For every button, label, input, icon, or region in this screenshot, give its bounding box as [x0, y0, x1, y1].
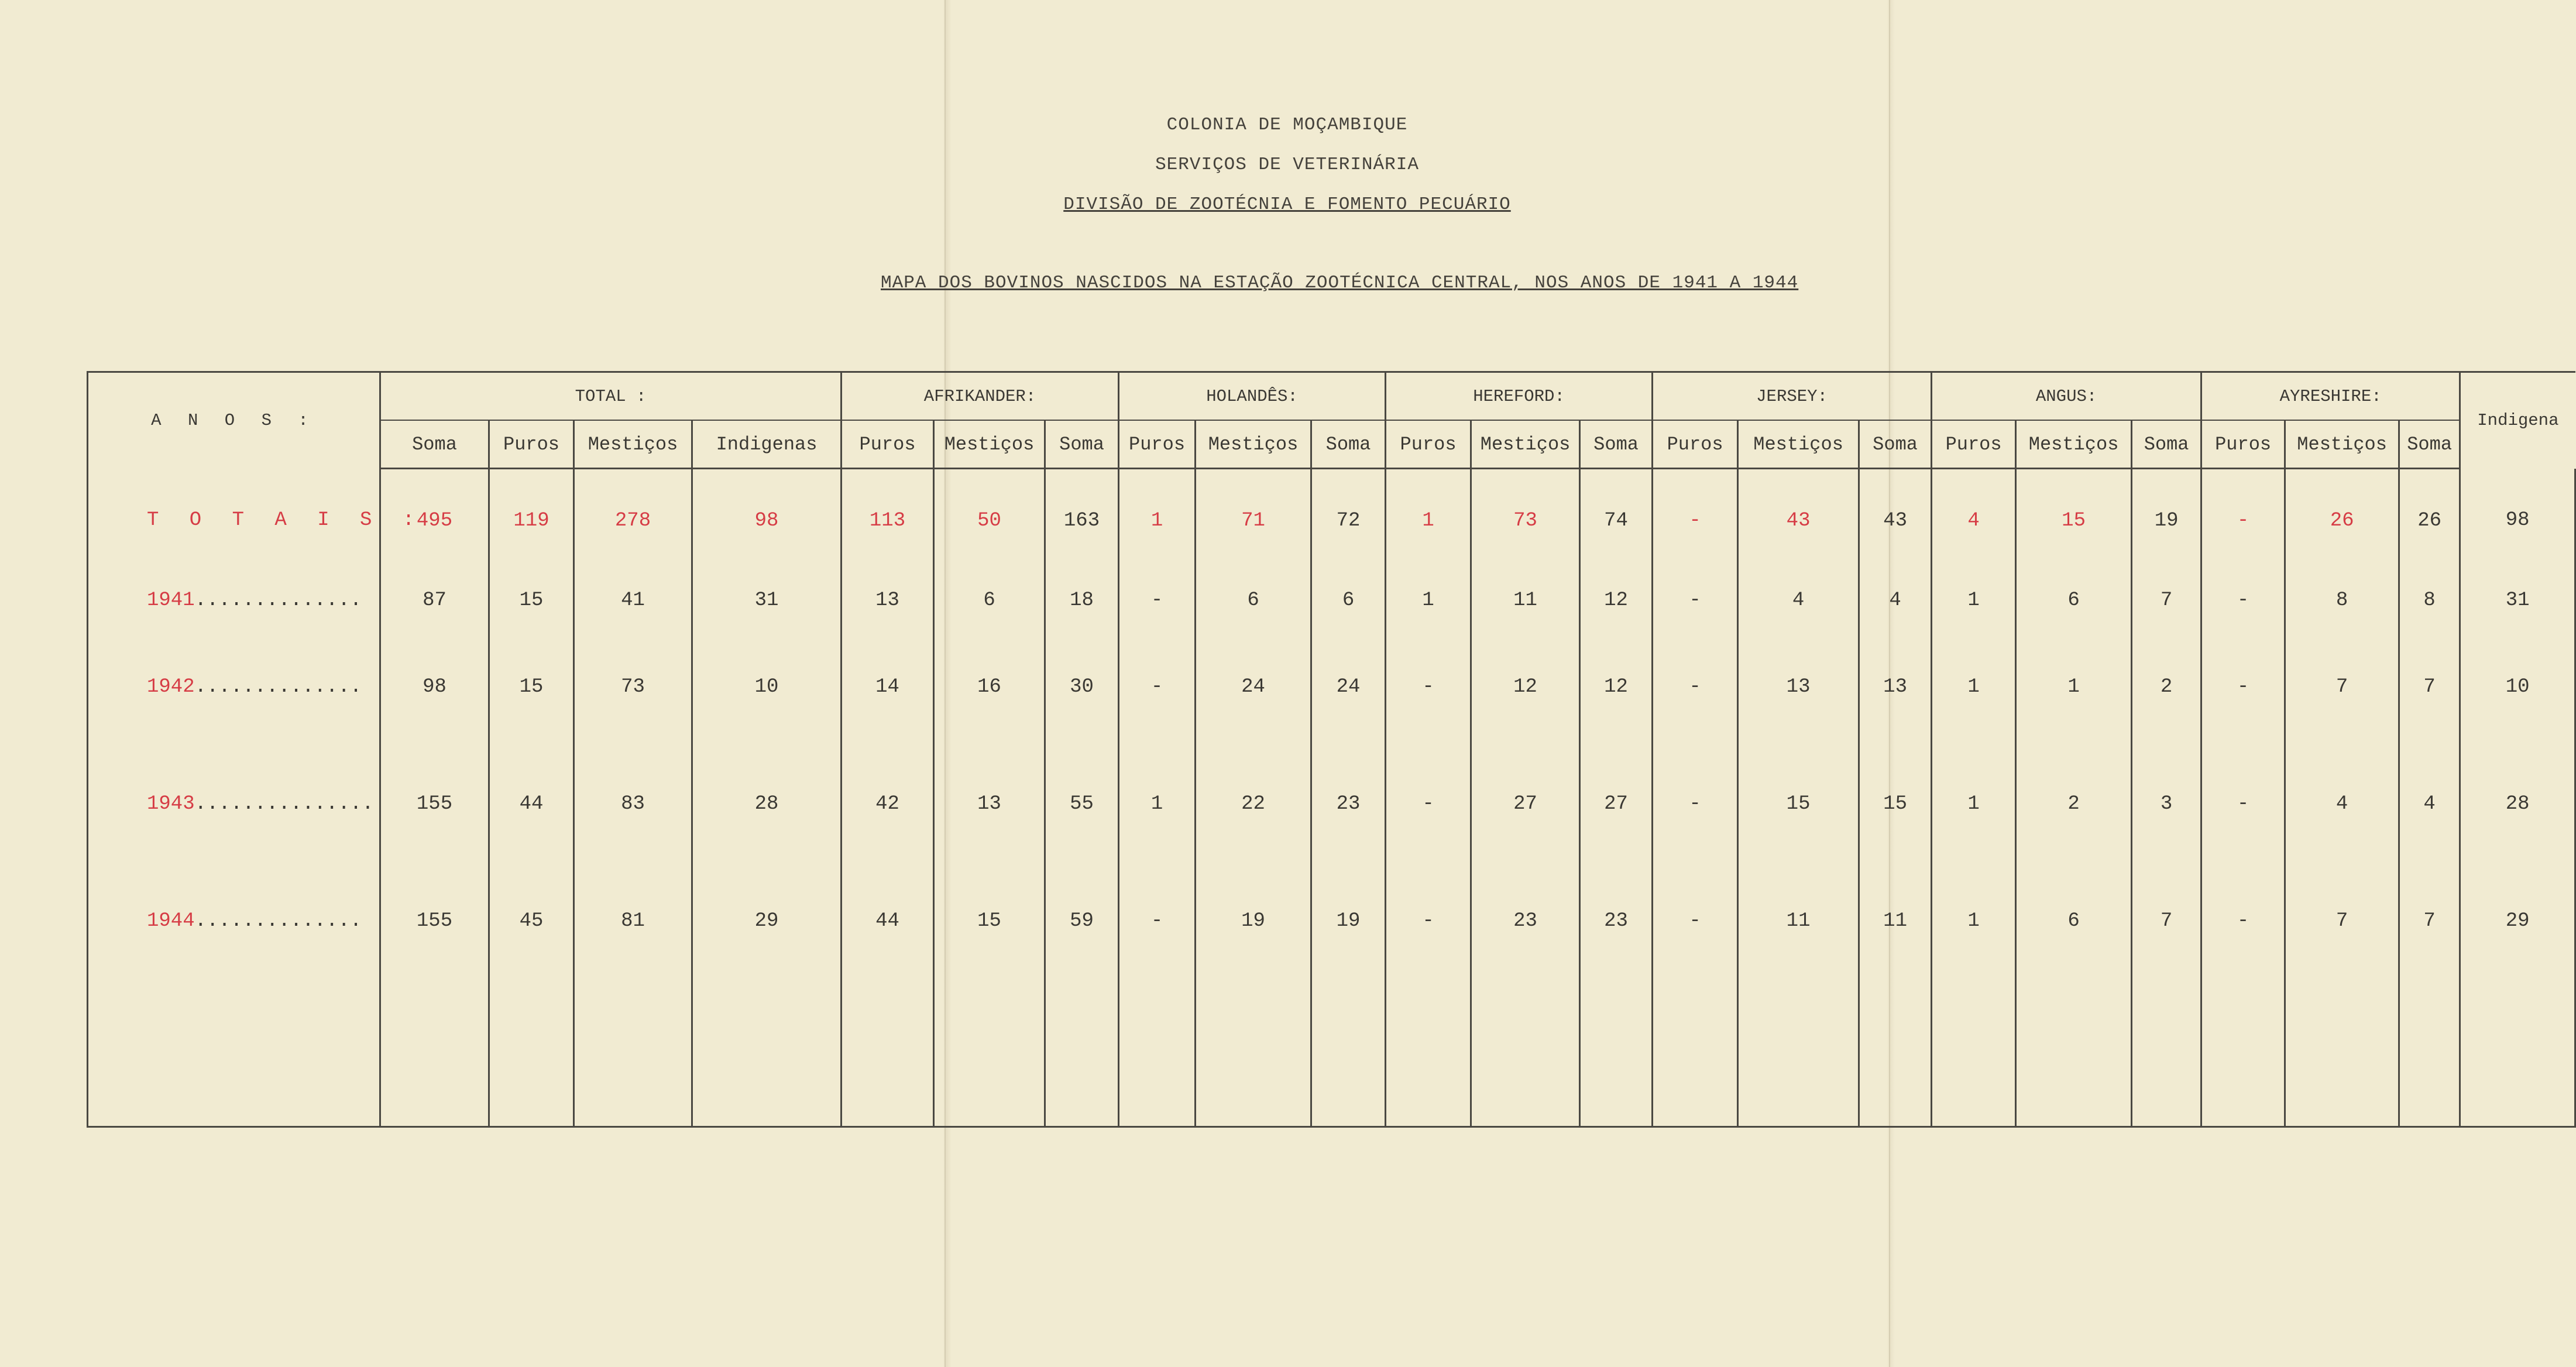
group-ayreshire: AYRESHIRE:	[2201, 372, 2460, 421]
cell-total-puros: 45	[489, 863, 574, 980]
cell-ayreshire-mesticos: 4	[2285, 746, 2399, 863]
cell-jersey-puros: -	[1653, 863, 1738, 980]
births-table	[87, 371, 2576, 1128]
cell-afrikander-puros: 13	[842, 572, 934, 628]
blank-cell	[380, 980, 489, 1127]
blank-cell	[2285, 980, 2399, 1127]
cell-totals-ayreshire-soma: 26	[2399, 469, 2460, 573]
cell-ayreshire-soma: 8	[2399, 572, 2460, 628]
cell-total-mesticos: 41	[574, 572, 692, 628]
cell-ayreshire-soma: 7	[2399, 628, 2460, 746]
cell-totals-jersey-soma: 43	[1859, 469, 1932, 573]
cell-holandes-mesticos: 24	[1196, 628, 1311, 746]
cell-jersey-soma: 13	[1859, 628, 1932, 746]
cell-hereford-soma: 23	[1580, 863, 1653, 980]
cell-ayreshire-soma: 4	[2399, 746, 2460, 863]
cell-totals-holandes-soma: 72	[1311, 469, 1386, 573]
blank-cell	[1045, 980, 1119, 1127]
cell-afrikander-puros: 14	[842, 628, 934, 746]
col-holandes-soma: Soma	[1311, 420, 1386, 469]
cell-totals-indigena: 98	[2460, 469, 2575, 573]
cell-angus-mesticos: 6	[2016, 572, 2132, 628]
cell-angus-soma: 7	[2132, 572, 2201, 628]
col-angus-soma: Soma	[2132, 420, 2201, 469]
cell-total-puros: 15	[489, 572, 574, 628]
blank-cell	[1653, 980, 1738, 1127]
blank-cell	[88, 980, 380, 1127]
cell-angus-soma: 3	[2132, 746, 2201, 863]
cell-afrikander-soma: 55	[1045, 746, 1119, 863]
col-total-indigenas: Indigenas	[692, 420, 842, 469]
cell-hereford-puros: -	[1386, 863, 1471, 980]
blank-cell	[1386, 980, 1471, 1127]
group-jersey: JERSEY:	[1653, 372, 1932, 421]
cell-indigena: 28	[2460, 746, 2575, 863]
cell-hereford-mesticos: 11	[1471, 572, 1580, 628]
cell-holandes-soma: 6	[1311, 572, 1386, 628]
blank-cell	[1311, 980, 1386, 1127]
col-afrikander-soma: Soma	[1045, 420, 1119, 469]
blank-cell	[692, 980, 842, 1127]
cell-hereford-soma: 12	[1580, 572, 1653, 628]
cell-totals-angus-mesticos: 15	[2016, 469, 2132, 573]
table-body	[88, 469, 2575, 1127]
cell-total-mesticos: 81	[574, 863, 692, 980]
cell-hereford-puros: -	[1386, 746, 1471, 863]
blank-cell	[934, 980, 1045, 1127]
cell-hereford-mesticos: 27	[1471, 746, 1580, 863]
cell-ayreshire-soma: 7	[2399, 863, 2460, 980]
cell-totals-total-soma: 495	[380, 469, 489, 573]
col-ayreshire-puros: Puros	[2201, 420, 2285, 469]
cell-holandes-soma: 19	[1311, 863, 1386, 980]
cell-hereford-soma: 27	[1580, 746, 1653, 863]
cell-jersey-soma: 4	[1859, 572, 1932, 628]
cell-afrikander-puros: 42	[842, 746, 934, 863]
cell-jersey-soma: 11	[1859, 863, 1932, 980]
col-total-mesticos: Mestiços	[574, 420, 692, 469]
group-afrikander: AFRIKANDER:	[842, 372, 1119, 421]
cell-hereford-mesticos: 23	[1471, 863, 1580, 980]
table-row-blank	[88, 980, 2575, 1127]
col-hereford-puros: Puros	[1386, 420, 1471, 469]
table-row-totals	[88, 469, 2575, 573]
col-total-soma: Soma	[380, 420, 489, 469]
cell-indigena: 31	[2460, 572, 2575, 628]
cell-hereford-soma: 12	[1580, 628, 1653, 746]
table-row	[88, 863, 2575, 980]
cell-holandes-mesticos: 22	[1196, 746, 1311, 863]
col-angus-puros: Puros	[1932, 420, 2016, 469]
cell-ayreshire-puros: -	[2201, 746, 2285, 863]
cell-totals-afrikander-puros: 113	[842, 469, 934, 573]
blank-cell	[1196, 980, 1311, 1127]
cell-total-soma: 98	[380, 628, 489, 746]
cell-angus-mesticos: 2	[2016, 746, 2132, 863]
cell-totals-hereford-mesticos: 73	[1471, 469, 1580, 573]
year-label: 1943...............	[88, 746, 380, 863]
year-label: 1944..............	[88, 863, 380, 980]
cell-totals-afrikander-mesticos: 50	[934, 469, 1045, 573]
cell-totals-ayreshire-mesticos: 26	[2285, 469, 2399, 573]
table-row	[88, 628, 2575, 746]
cell-angus-puros: 1	[1932, 628, 2016, 746]
cell-total-puros: 44	[489, 746, 574, 863]
cell-totals-jersey-mesticos: 43	[1738, 469, 1859, 573]
cell-total-mesticos: 73	[574, 628, 692, 746]
cell-totals-holandes-mesticos: 71	[1196, 469, 1311, 573]
cell-holandes-puros: -	[1119, 572, 1196, 628]
blank-cell	[1859, 980, 1932, 1127]
cell-total-soma: 87	[380, 572, 489, 628]
cell-jersey-puros: -	[1653, 572, 1738, 628]
cell-total-mesticos: 83	[574, 746, 692, 863]
cell-angus-puros: 1	[1932, 746, 2016, 863]
col-holandes-puros: Puros	[1119, 420, 1196, 469]
cell-indigena: 10	[2460, 628, 2575, 746]
cell-afrikander-puros: 44	[842, 863, 934, 980]
cell-indigena: 29	[2460, 863, 2575, 980]
cell-holandes-puros: 1	[1119, 746, 1196, 863]
cell-holandes-puros: -	[1119, 628, 1196, 746]
group-holandes: HOLANDÊS:	[1119, 372, 1386, 421]
year-label: 1941..............	[88, 572, 380, 628]
header-colony: COLONIA DE MOÇAMBIQUE	[1166, 115, 1408, 135]
cell-jersey-mesticos: 13	[1738, 628, 1859, 746]
totals-label: T O T A I S :	[88, 469, 380, 573]
col-angus-mesticos: Mestiços	[2016, 420, 2132, 469]
col-jersey-soma: Soma	[1859, 420, 1932, 469]
table-row	[88, 746, 2575, 863]
cell-afrikander-soma: 59	[1045, 863, 1119, 980]
blank-cell	[1471, 980, 1580, 1127]
col-afrikander-puros: Puros	[842, 420, 934, 469]
cell-ayreshire-mesticos: 7	[2285, 863, 2399, 980]
col-jersey-puros: Puros	[1653, 420, 1738, 469]
cell-ayreshire-mesticos: 7	[2285, 628, 2399, 746]
cell-afrikander-soma: 30	[1045, 628, 1119, 746]
cell-afrikander-mesticos: 6	[934, 572, 1045, 628]
cell-totals-jersey-puros: -	[1653, 469, 1738, 573]
blank-cell	[2132, 980, 2201, 1127]
document-title: MAPA DOS BOVINOS NASCIDOS NA ESTAÇÃO ZOOTÉCNICA CENTRAL, NOS ANOS DE 1941 A 1944	[881, 273, 1799, 293]
col-hereford-mesticos: Mestiços	[1471, 420, 1580, 469]
blank-cell	[1932, 980, 2016, 1127]
header-division: DIVISÃO DE ZOOTÉCNIA E FOMENTO PECUÁRIO	[1063, 194, 1511, 215]
cell-holandes-mesticos: 19	[1196, 863, 1311, 980]
cell-afrikander-soma: 18	[1045, 572, 1119, 628]
col-total-puros: Puros	[489, 420, 574, 469]
anos-header: A N O S :	[88, 372, 380, 469]
year-label: 1942..............	[88, 628, 380, 746]
blank-cell	[489, 980, 574, 1127]
group-total: TOTAL :	[380, 372, 842, 421]
blank-cell	[574, 980, 692, 1127]
header-service: SERVIÇOS DE VETERINÁRIA	[1155, 154, 1419, 175]
blank-cell	[1580, 980, 1653, 1127]
cell-jersey-mesticos: 15	[1738, 746, 1859, 863]
cell-totals-holandes-puros: 1	[1119, 469, 1196, 573]
cell-afrikander-mesticos: 13	[934, 746, 1045, 863]
cell-total-soma: 155	[380, 863, 489, 980]
group-angus: ANGUS:	[1932, 372, 2201, 421]
cell-ayreshire-puros: -	[2201, 863, 2285, 980]
cell-ayreshire-puros: -	[2201, 572, 2285, 628]
col-hereford-soma: Soma	[1580, 420, 1653, 469]
cell-afrikander-mesticos: 15	[934, 863, 1045, 980]
blank-cell	[2201, 980, 2285, 1127]
blank-cell	[1119, 980, 1196, 1127]
blank-cell	[1738, 980, 1859, 1127]
cell-totals-angus-soma: 19	[2132, 469, 2201, 573]
cell-totals-ayreshire-puros: -	[2201, 469, 2285, 573]
cell-total-soma: 155	[380, 746, 489, 863]
col-afrikander-mesticos: Mestiços	[934, 420, 1045, 469]
blank-cell	[2399, 980, 2460, 1127]
cell-totals-afrikander-soma: 163	[1045, 469, 1119, 573]
blank-cell	[842, 980, 934, 1127]
cell-angus-mesticos: 1	[2016, 628, 2132, 746]
cell-angus-puros: 1	[1932, 863, 2016, 980]
col-holandes-mesticos: Mestiços	[1196, 420, 1311, 469]
cell-ayreshire-puros: -	[2201, 628, 2285, 746]
cell-hereford-puros: -	[1386, 628, 1471, 746]
group-indigena: Indigena	[2460, 372, 2575, 469]
cell-totals-total-puros: 119	[489, 469, 574, 573]
blank-cell	[2460, 980, 2575, 1127]
cell-jersey-puros: -	[1653, 746, 1738, 863]
blank-cell	[2016, 980, 2132, 1127]
cell-totals-angus-puros: 4	[1932, 469, 2016, 573]
cell-jersey-mesticos: 11	[1738, 863, 1859, 980]
cell-total-indigenas: 31	[692, 572, 842, 628]
cell-ayreshire-mesticos: 8	[2285, 572, 2399, 628]
group-hereford: HEREFORD:	[1386, 372, 1653, 421]
cell-holandes-puros: -	[1119, 863, 1196, 980]
cell-totals-total-mesticos: 278	[574, 469, 692, 573]
cell-totals-hereford-puros: 1	[1386, 469, 1471, 573]
cell-jersey-puros: -	[1653, 628, 1738, 746]
cell-total-indigenas: 29	[692, 863, 842, 980]
cell-angus-puros: 1	[1932, 572, 2016, 628]
cell-totals-hereford-soma: 74	[1580, 469, 1653, 573]
col-jersey-mesticos: Mestiços	[1738, 420, 1859, 469]
cell-holandes-soma: 23	[1311, 746, 1386, 863]
cell-jersey-mesticos: 4	[1738, 572, 1859, 628]
cell-hereford-mesticos: 12	[1471, 628, 1580, 746]
cell-total-indigenas: 28	[692, 746, 842, 863]
cell-hereford-puros: 1	[1386, 572, 1471, 628]
cell-angus-soma: 7	[2132, 863, 2201, 980]
col-ayreshire-mesticos: Mestiços	[2285, 420, 2399, 469]
cell-holandes-soma: 24	[1311, 628, 1386, 746]
col-ayreshire-soma: Soma	[2399, 420, 2460, 469]
cell-total-indigenas: 10	[692, 628, 842, 746]
cell-angus-soma: 2	[2132, 628, 2201, 746]
cell-afrikander-mesticos: 16	[934, 628, 1045, 746]
cell-jersey-soma: 15	[1859, 746, 1932, 863]
cell-angus-mesticos: 6	[2016, 863, 2132, 980]
cell-total-puros: 15	[489, 628, 574, 746]
table-row	[88, 572, 2575, 628]
cell-totals-total-indigenas: 98	[692, 469, 842, 573]
cell-holandes-mesticos: 6	[1196, 572, 1311, 628]
